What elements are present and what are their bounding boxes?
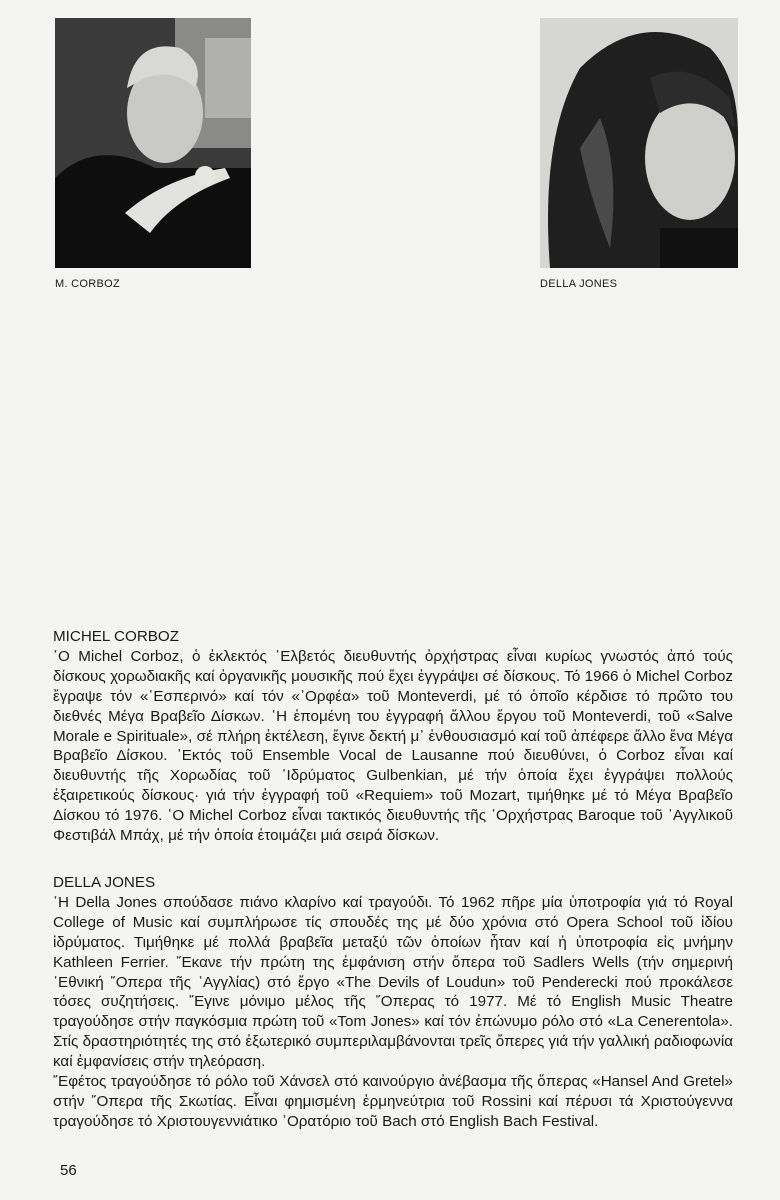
corboz-photo [55,18,251,268]
jones-bio-heading: DELLA JONES [53,874,156,891]
corboz-bio-heading: MICHEL CORBOZ [53,628,180,645]
jones-biography [53,873,733,1132]
jones-photo [540,18,738,268]
corboz-biography [53,627,733,846]
jones-bio-paragraph-2: ῎Εφέτος τραγούδησε τό ρόλο τοῦ Χάνσελ στό καινούργιο ἀνέβασμα τῆς ὄπερας «Hansel And Gretel» στήν ῎Οπερα τῆς Σκωτίας. Εἶναι φημισμένη ἑρμηνεύτρια τοῦ Rossini καί πέρυσι τά Χριστούγεννα τραγούδησε τό Χριστουγεννιάτικο ᾿Ορατόριο τοῦ Bach στό English Bach Festival. [53,1073,733,1130]
jones-bio-paragraph-1: ῾Η Della Jones σπούδασε πιάνο κλαρίνο καί τραγούδι. Τό 1962 πῆρε μία ὑποτροφία γιά τό Royal College of Music καί συμπλήρωσε τίς σπουδές της μέ δύο χρόνια στό Opera School τοῦ ἰδίου ἱδρύματος. Τιμήθηκε μέ πολλά βραβεῖα μεταξύ τῶν ὁποίων ἦταν καί ἡ ὑποτροφία εἰς μνήμην Kathleen Ferrier. ῎Εκανε τήν πρώτη της ἐμφάνιση στήν ὄπερα τοῦ Sadlers Wells (τήν σημερινή ᾿Εθνική ῎Οπερα τῆς ᾿Αγγλίας) στό ἔργο «The Devils of Loudun» τοῦ Penderecki πού προκάλεσε τόσες συζητήσεις. ῎Εγινε μόνιμο μέλος τῆς ῎Οπερας τό 1977. Μέ τό English Music Theatre τραγούδησε στήν παγκόσμια πρώτη τοῦ «Tom Jones» καί τόν ἐπώνυμο ρόλο στό «La Cenerentola». Στίς δραστηριότητές της στό ἐξωτερικό συμπεριλαμβάνονται τρεῖς ὄπερες γιά τήν γαλλική ραδιοφωνία καί ἐμφανίσεις στήν τηλεόραση. [53,893,733,1071]
jones-photo-caption: DELLA JONES [540,278,618,290]
corboz-bio-text: ῾Ο Michel Corboz, ὁ ἐκλεκτός ῾Ελβετός διευθυντής ὀρχήστρας εἶναι κυρίως γνωστός ἀπό τούς δίσκους χορωδιακῆς καί ὀργανικῆς μουσικῆς πού ἔχει ἐγγράψει σέ δίσκους. Τό 1966 ὁ Michel Corboz ἔγραψε τόν «῾Εσπερινό» καί τόν «᾿Ορφέα» τοῦ Monteverdi, μέ τό ὁποῖο κέρδισε τό πρῶτο του διεθνές Μέγα Βραβεῖο Δίσκων. ῾Η ἑπομένη του ἐγγραφή ἄλλου ἔργου τοῦ Monteverdi, τοῦ «Salve Morale e Spirituale», σέ πλήρη ἐκτέλεση, ἔγινε δεκτή μ᾿ ἐνθουσιασμό καί τοῦ ἀπέφερε ἄλλο ἕνα Μέγα Βραβεῖο Δίσκου. ᾿Εκτός τοῦ Ensemble Vocal de Lausanne πού διευθύνει, ὁ Corboz εἶναι καί διευθυντής τῆς Χορωδίας τοῦ ᾿Ιδρύματος Gulbenkian, μέ τήν ὁποία ἔχει ἐγγράψει πολλούς ἐξαιρετικούς δίσκους· γιά τήν ἐγγραφή τοῦ «Requiem» τοῦ Mozart, τιμήθηκε μέ τό Μέγα Βραβεῖο Δίσκου τό 1976. ῾Ο Michel Corboz εἶναι τακτικός διευθυντής τῆς ᾿Ορχήστρας Baroque τοῦ ᾿Αγγλικοῦ Φεστιβάλ Μπάχ, μέ τήν ὁποία ἑτοιμάζει μιά σειρά δίσκων. [53,647,733,845]
singer-portrait-image [540,18,738,268]
corboz-photo-caption: M. CORBOZ [55,278,121,290]
page-number: 56 [60,1162,77,1179]
conductor-portrait-image [55,18,251,268]
